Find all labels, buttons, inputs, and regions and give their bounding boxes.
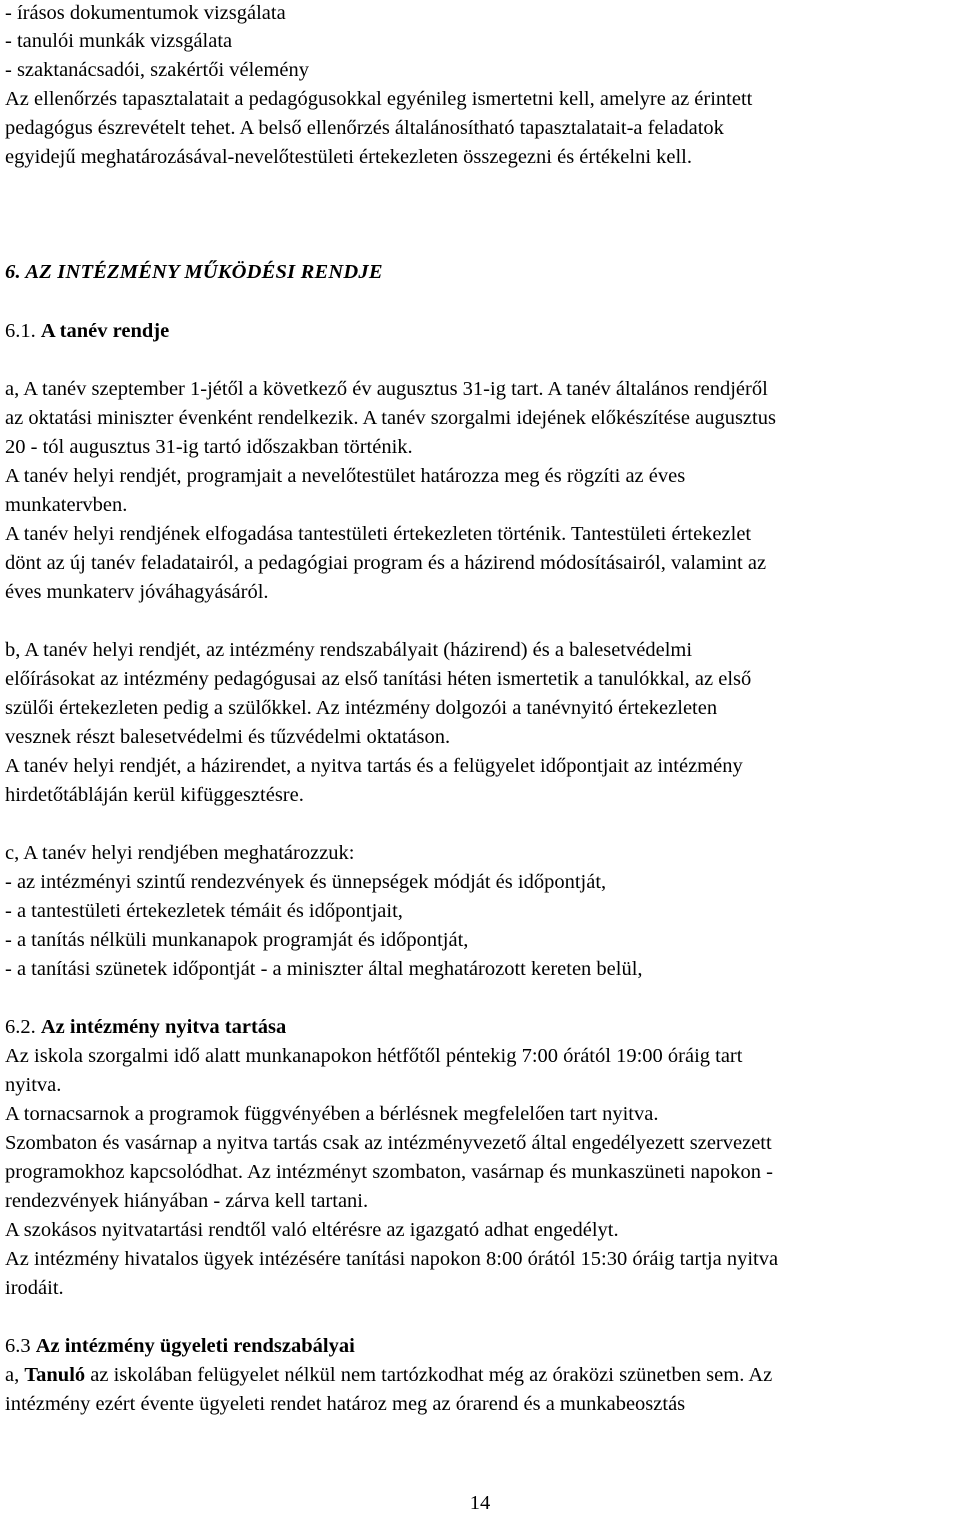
s61-a-line-2: az oktatási miniszter évenként rendelkezik. A tanév szorgalmi idejének előkészítése augusztus <box>5 407 776 429</box>
s61-a-line-1: a, A tanév szeptember 1-jétől a következő év augusztus 31-ig tart. A tanév általános rendjéről <box>5 378 768 400</box>
s61-a-line-8: éves munkaterv jóváhagyásáról. <box>5 581 269 603</box>
intro-line-6: egyidejű meghatározásával-nevelőtestületi értekezleten összegezni és értékelni kell. <box>5 146 693 168</box>
s61-b-line-5: A tanév helyi rendjét, a házirendet, a nyitva tartás és a felügyelet időpontjait az intézmény <box>5 755 743 777</box>
section-6-1-number: 6.1. <box>5 320 36 342</box>
s61-a-line-6: A tanév helyi rendjének elfogadása tantestületi értekezleten történik. Tantestületi értekezlet <box>5 523 752 545</box>
s62-line-6: rendezvények hiányában - zárva kell tartani. <box>5 1190 369 1212</box>
section-6-1-title: A tanév rendje <box>40 320 170 342</box>
s63-line-1-bold: Tanuló <box>24 1364 86 1386</box>
section-6-2-title: Az intézmény nyitva tartása <box>40 1016 287 1038</box>
s61-a-line-3: 20 - tól augusztus 31-ig tartó időszakban történik. <box>5 436 413 458</box>
section-6-3-heading <box>5 1333 355 1359</box>
s61-c-line-1: c, A tanév helyi rendjében meghatározzuk: <box>5 842 355 864</box>
s61-a-line-5: munkatervben. <box>5 494 128 516</box>
section-6-1-heading <box>5 318 169 344</box>
intro-line-5: pedagógus észrevételt tehet. A belső ellenőrzés általánosítható tapasztalatait-a feladatok <box>5 117 724 139</box>
s61-c-line-4: - a tanítás nélküli munkanapok programját és időpontját, <box>5 929 469 951</box>
s61-b-line-2: előírásokat az intézmény pedagógusai az első tanítási héten ismertetik a tanulókkal, az első <box>5 668 752 690</box>
intro-line-4: Az ellenőrzés tapasztalatait a pedagógusokkal egyénileg ismertetni kell, amelyre az érintett <box>5 88 753 110</box>
s61-c-line-2: - az intézményi szintű rendezvények és ünnepségek módját és időpontját, <box>5 871 607 893</box>
s61-c-line-3: - a tantestületi értekezletek témáit és időpontjait, <box>5 900 403 922</box>
section-6-heading: 6. AZ INTÉZMÉNY MŰKÖDÉSI RENDJE <box>5 261 383 283</box>
page-number: 14 <box>469 1492 491 1514</box>
s62-line-8: Az intézmény hivatalos ügyek intézésére tanítási napokon 8:00 órától 15:30 óráig tartja nyitva <box>5 1248 779 1270</box>
s61-a-line-4: A tanév helyi rendjét, programjait a nevelőtestület határozza meg és rögzíti az éves <box>5 465 686 487</box>
s61-b-line-3: szülői értekezleten pedig a szülőkkel. Az intézmény dolgozói a tanévnyitó értekezleten <box>5 697 718 719</box>
intro-line-2: - tanulói munkák vizsgálata <box>5 30 233 52</box>
section-6-3-number: 6.3 <box>5 1335 31 1357</box>
s61-a-line-7: dönt az új tanév feladatairól, a pedagógiai program és a házirend módosításairól, valamint az <box>5 552 767 574</box>
s61-b-line-4: vesznek részt balesetvédelmi és tűzvédelmi oktatáson. <box>5 726 451 748</box>
s63-line-2: intézmény ezért évente ügyeleti rendet határoz meg az órarend és a munkabeosztás <box>5 1393 686 1415</box>
intro-line-3: - szaktanácsadói, szakértői vélemény <box>5 59 309 81</box>
s63-line-1 <box>5 1362 772 1388</box>
section-6-2-heading <box>5 1014 286 1040</box>
s61-b-line-6: hirdetőtábláján kerül kifüggesztésre. <box>5 784 304 806</box>
s63-line-1-prefix: a, <box>5 1364 20 1386</box>
intro-line-1: - írásos dokumentumok vizsgálata <box>5 2 286 24</box>
s62-line-2: nyitva. <box>5 1074 62 1096</box>
s62-line-4: Szombaton és vasárnap a nyitva tartás csak az intézményvezető által engedélyezett szervezett <box>5 1132 772 1154</box>
s62-line-5: programokhoz kapcsolódhat. Az intézményt szombaton, vasárnap és munkaszüneti napokon - <box>5 1161 773 1183</box>
s63-line-1-rest: az iskolában felügyelet nélkül nem tartózkodhat még az óraközi szünetben sem. Az <box>90 1364 773 1386</box>
s61-b-line-1: b, A tanév helyi rendjét, az intézmény rendszabályait (házirend) és a balesetvédelmi <box>5 639 693 661</box>
s62-line-7: A szokásos nyitvatartási rendtől való eltérésre az igazgató adhat engedélyt. <box>5 1219 619 1241</box>
s61-c-line-5: - a tanítási szünetek időpontját - a miniszter által meghatározott kereten belül, <box>5 958 643 980</box>
s62-line-9: irodáit. <box>5 1277 64 1299</box>
section-6-3-title: Az intézmény ügyeleti rendszabályai <box>35 1335 355 1357</box>
s62-line-3: A tornacsarnok a programok függvényében a bérlésnek megfelelően tart nyitva. <box>5 1103 659 1125</box>
s62-line-1: Az iskola szorgalmi idő alatt munkanapokon hétfőtől péntekig 7:00 órától 19:00 óráig tart <box>5 1045 743 1067</box>
section-6-2-number: 6.2. <box>5 1016 36 1038</box>
